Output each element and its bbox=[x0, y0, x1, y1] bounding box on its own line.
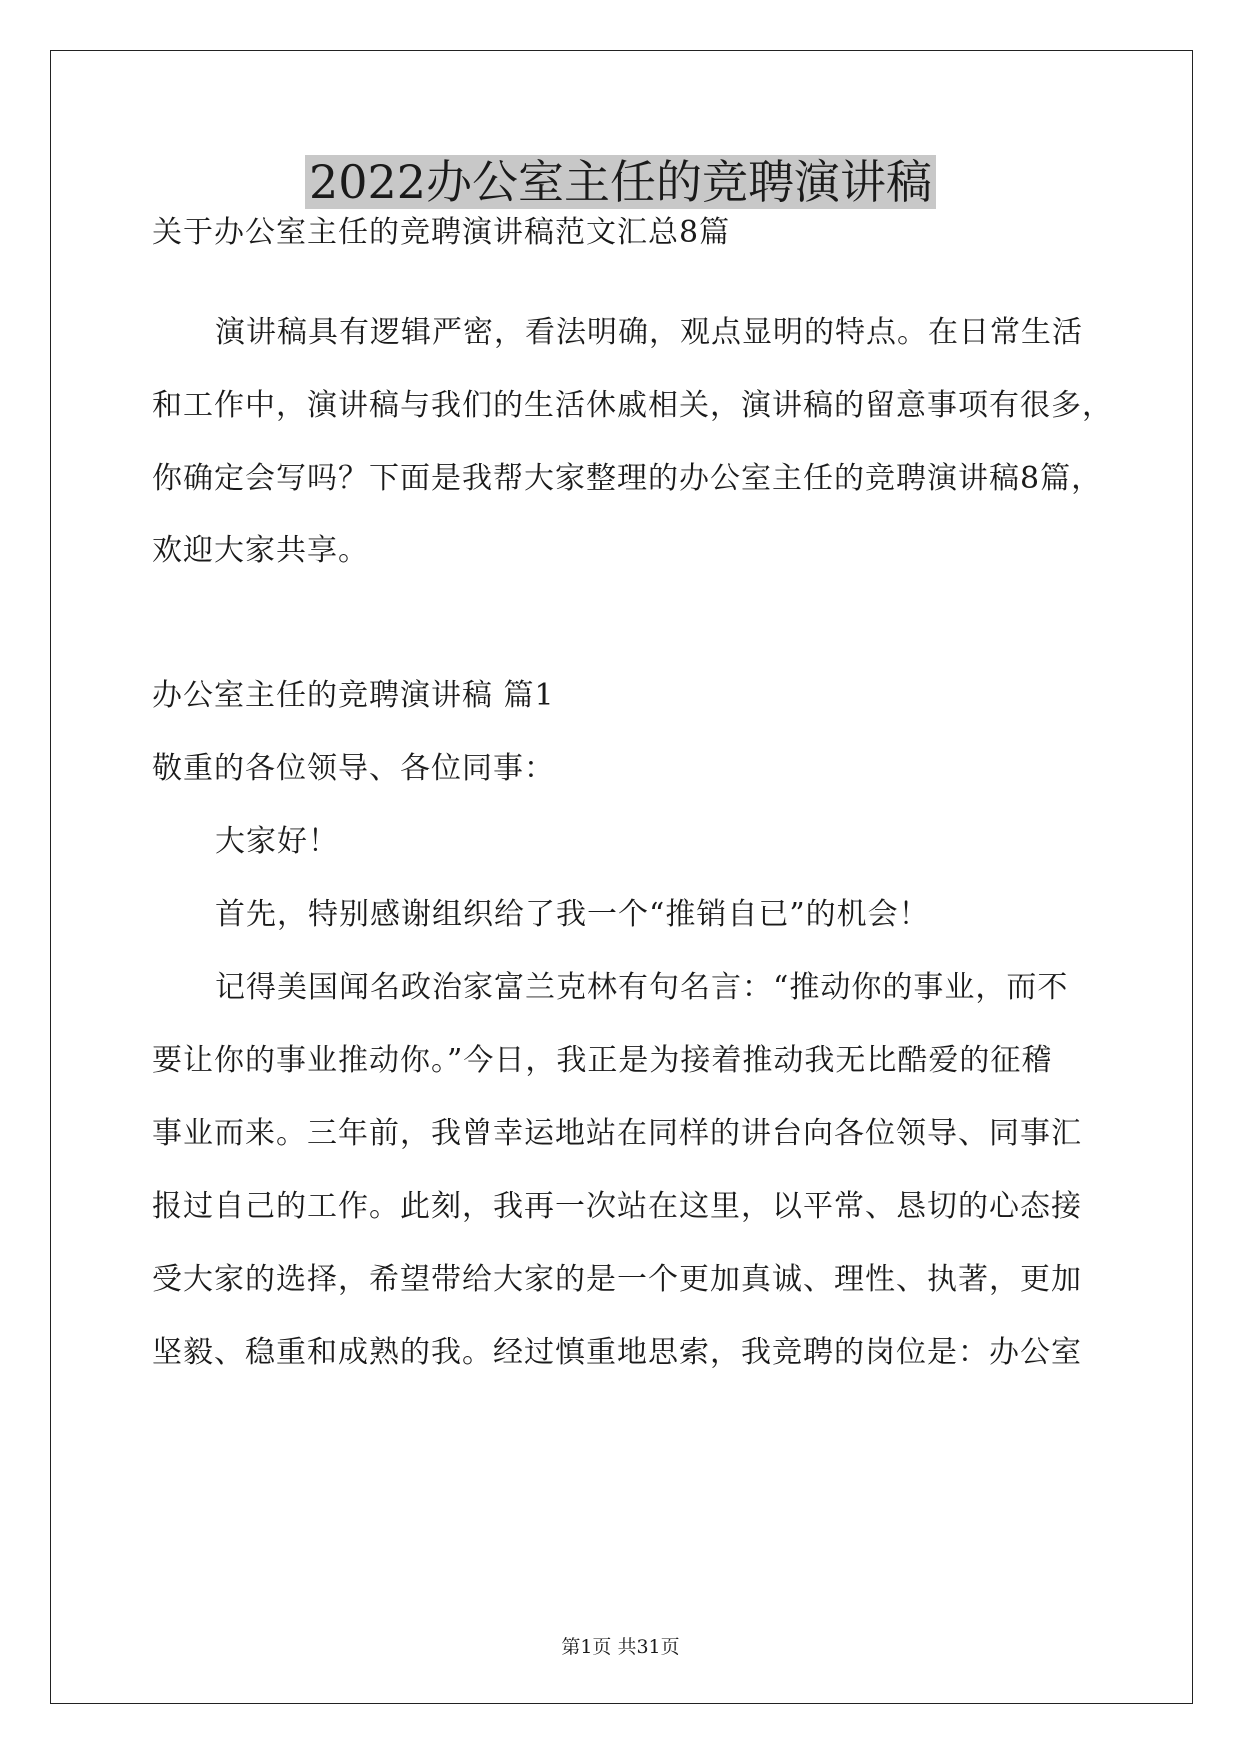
intro-paragraph-line: 欢迎大家共享。 bbox=[152, 533, 369, 568]
subtitle-line: 关于办公室主任的竞聘演讲稿范文汇总8篇 bbox=[152, 215, 731, 250]
document-title-text: 2022办公室主任的竞聘演讲稿 bbox=[305, 155, 936, 209]
intro-paragraph-line: 演讲稿具有逻辑严密，看法明确，观点显明的特点。在日常生活 bbox=[215, 315, 1083, 350]
body-paragraph-line: 受大家的选择，希望带给大家的是一个更加真诚、理性、执著，更加 bbox=[152, 1262, 1082, 1297]
salutation-line: 敬重的各位领导、各位同事： bbox=[152, 751, 555, 786]
greeting-line: 大家好！ bbox=[215, 824, 339, 859]
page-number-footer: 第1页 共31页 bbox=[561, 1636, 680, 1658]
body-paragraph-line: 坚毅、稳重和成熟的我。经过慎重地思索，我竞聘的岗位是：办公室 bbox=[152, 1335, 1082, 1370]
body-paragraph-line: 要让你的事业推动你。”今日，我正是为接着推动我无比酷爱的征稽 bbox=[152, 1043, 1053, 1078]
document-title bbox=[0, 152, 1241, 212]
page-border bbox=[50, 50, 1193, 1704]
section-heading: 办公室主任的竞聘演讲稿 篇1 bbox=[152, 678, 555, 713]
intro-paragraph-line: 和工作中，演讲稿与我们的生活休戚相关，演讲稿的留意事项有很多， bbox=[152, 388, 1113, 423]
body-paragraph-line: 记得美国闻名政治家富兰克林有句名言：“推动你的事业，而不 bbox=[215, 970, 1069, 1005]
body-paragraph-line: 事业而来。三年前，我曾幸运地站在同样的讲台向各位领导、同事汇 bbox=[152, 1116, 1082, 1151]
body-paragraph-line: 首先，特别感谢组织给了我一个“推销自已”的机会！ bbox=[215, 897, 930, 932]
body-paragraph-line: 报过自己的工作。此刻，我再一次站在这里，以平常、恳切的心态接 bbox=[152, 1189, 1082, 1224]
intro-paragraph-line: 你确定会写吗？下面是我帮大家整理的办公室主任的竞聘演讲稿8篇， bbox=[152, 461, 1103, 496]
